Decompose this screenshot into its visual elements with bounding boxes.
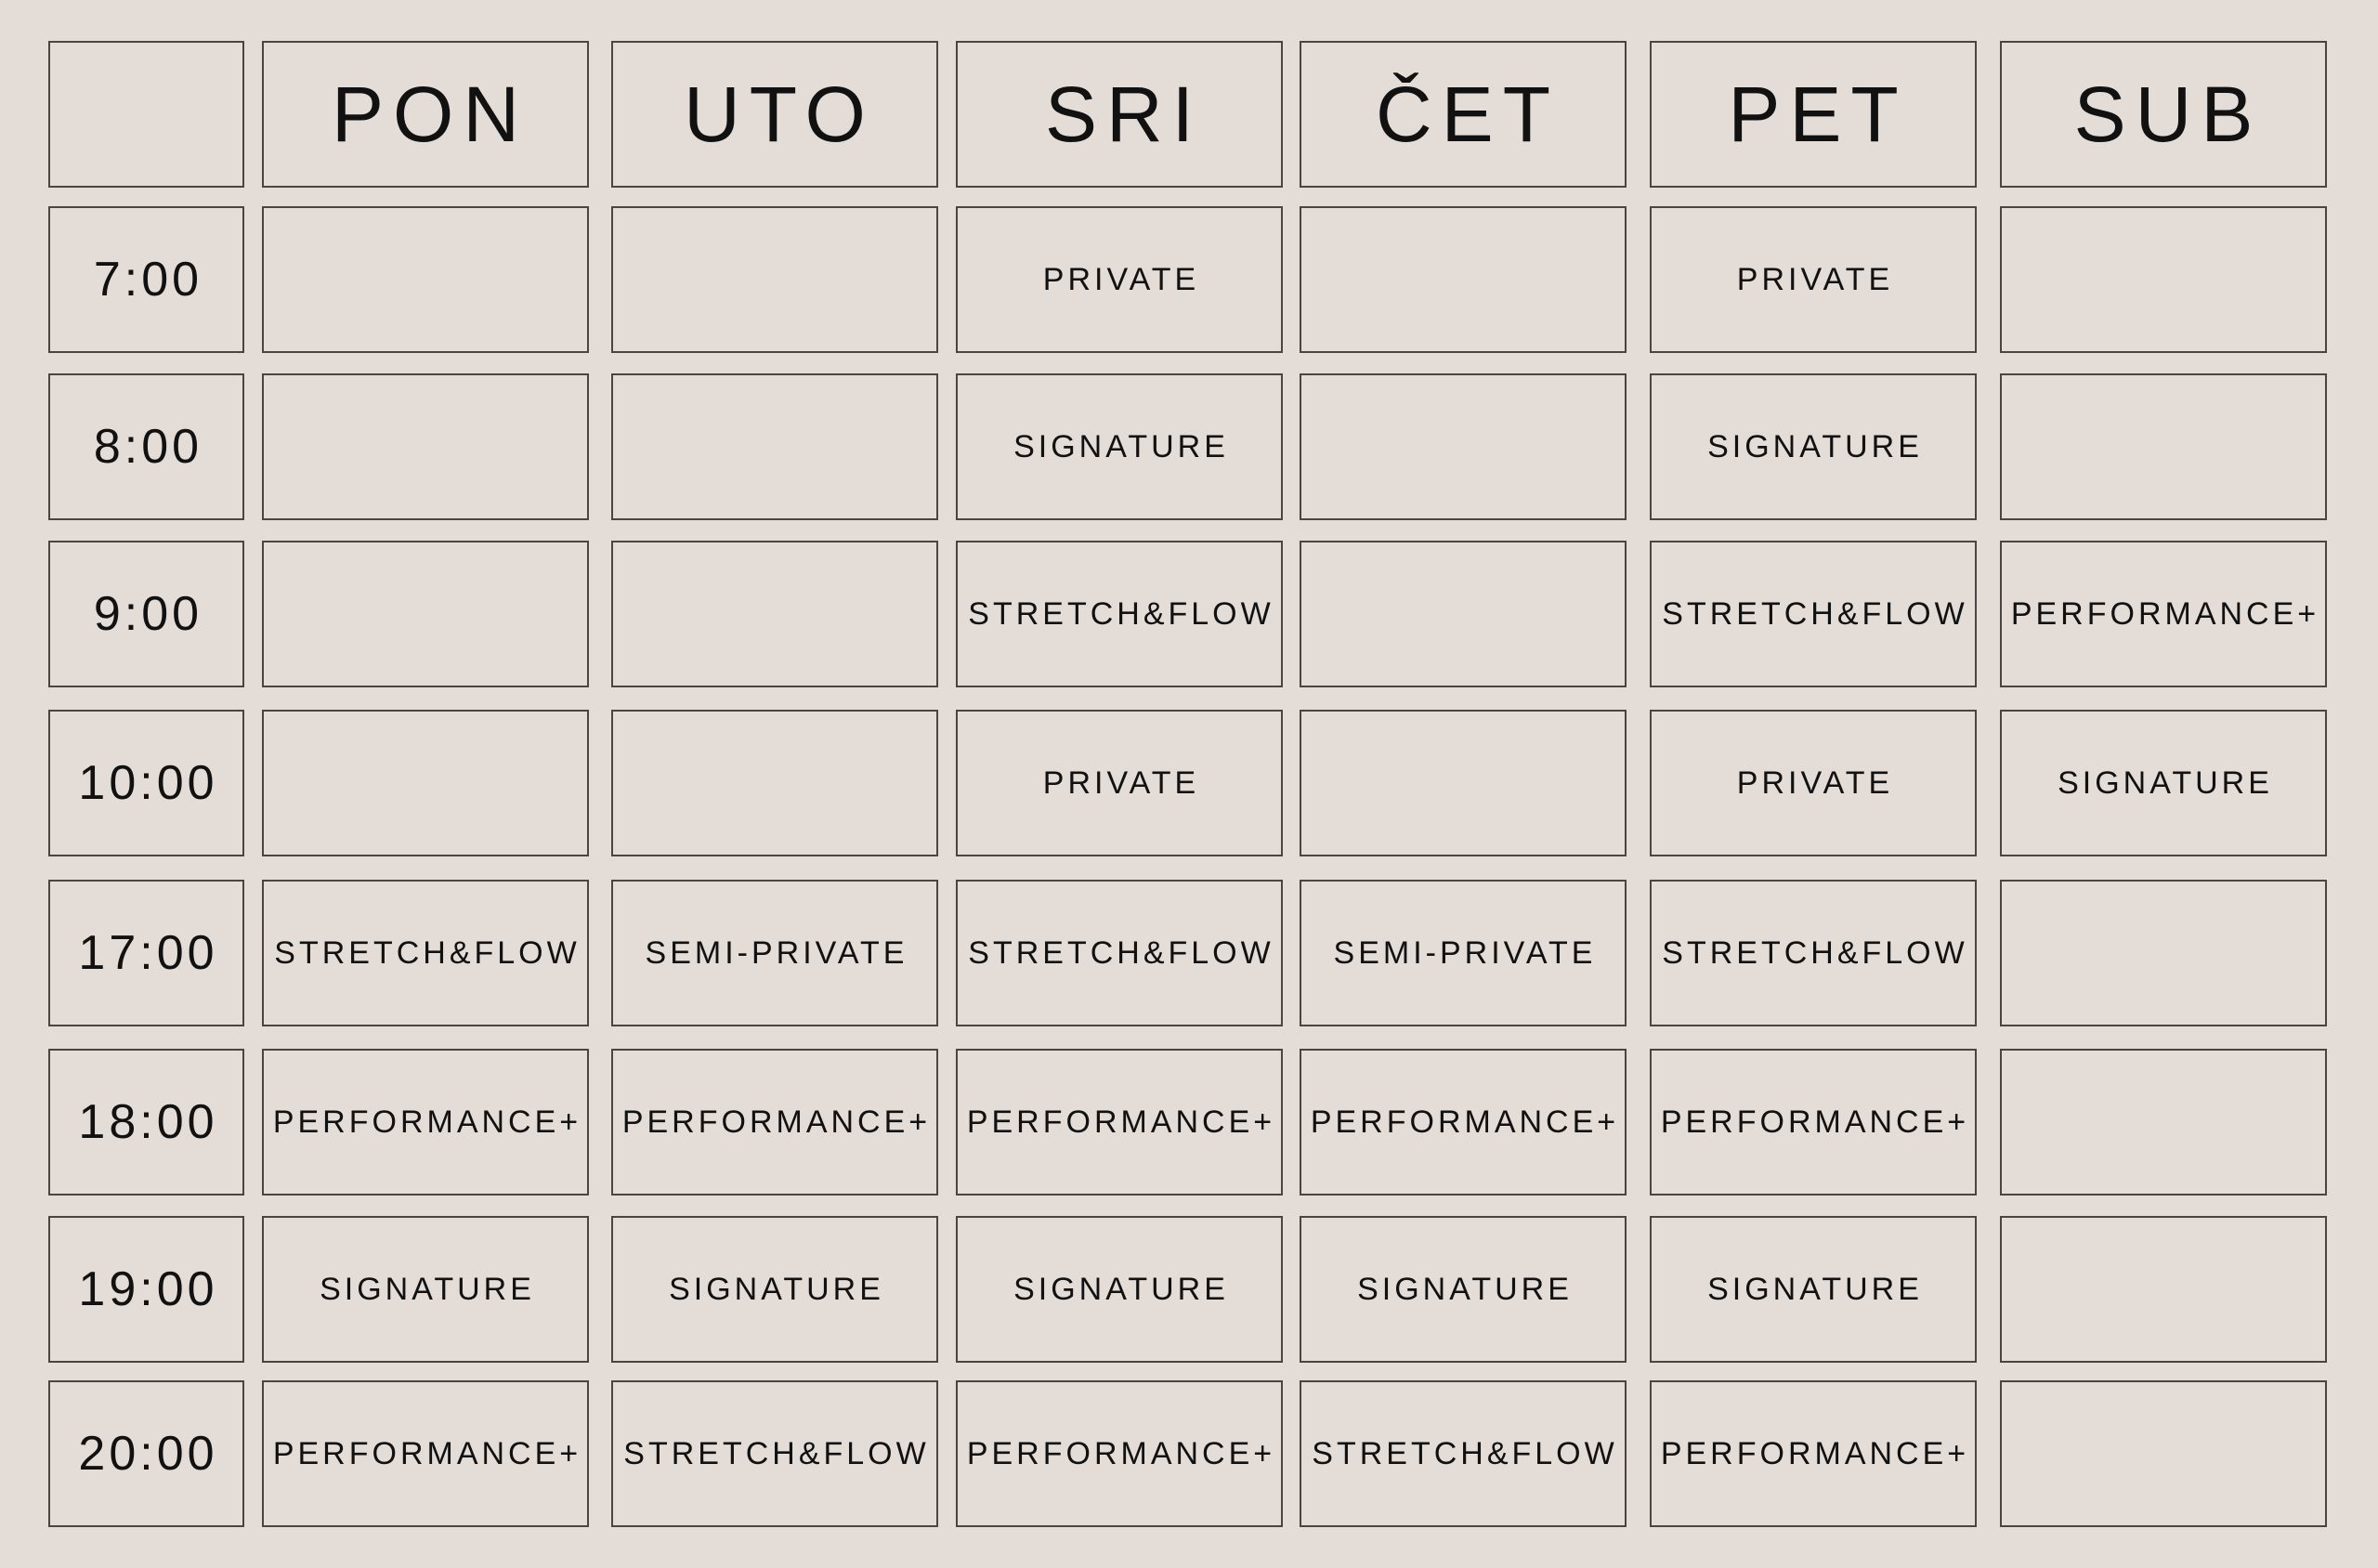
time-label-7-00: 7:00: [48, 206, 244, 353]
schedule-cell-17-00-sub: [2000, 880, 2327, 1026]
schedule-cell-17-00-sri: STRETCH&FLOW: [956, 880, 1283, 1026]
schedule-cell-10-00-sub: SIGNATURE: [2000, 710, 2327, 856]
schedule-cell-9-00-sub: PERFORMANCE+: [2000, 541, 2327, 687]
time-label-10-00: 10:00: [48, 710, 244, 856]
schedule-cell-10-00-pon: [262, 710, 589, 856]
schedule-cell-18-00-sri: PERFORMANCE+: [956, 1049, 1283, 1196]
schedule-cell-18-00-pet: PERFORMANCE+: [1650, 1049, 1977, 1196]
schedule-cell-19-00-pet: SIGNATURE: [1650, 1216, 1977, 1363]
time-label-8-00: 8:00: [48, 373, 244, 520]
schedule-cell-18-00-sub: [2000, 1049, 2327, 1196]
schedule-cell-17-00-pet: STRETCH&FLOW: [1650, 880, 1977, 1026]
schedule-cell-20-00-uto: STRETCH&FLOW: [611, 1380, 938, 1527]
time-label-9-00: 9:00: [48, 541, 244, 687]
schedule-cell-8-00-sri: SIGNATURE: [956, 373, 1283, 520]
schedule-cell-8-00-pet: SIGNATURE: [1650, 373, 1977, 520]
schedule-cell-10-00-uto: [611, 710, 938, 856]
schedule-cell-9-00-cet: [1300, 541, 1627, 687]
schedule-cell-20-00-pet: PERFORMANCE+: [1650, 1380, 1977, 1527]
schedule-cell-17-00-uto: SEMI-PRIVATE: [611, 880, 938, 1026]
schedule-cell-18-00-uto: PERFORMANCE+: [611, 1049, 938, 1196]
schedule-cell-9-00-pet: STRETCH&FLOW: [1650, 541, 1977, 687]
day-header-pet: PET: [1650, 41, 1977, 188]
schedule-cell-10-00-cet: [1300, 710, 1627, 856]
schedule-cell-9-00-pon: [262, 541, 589, 687]
time-label-20-00: 20:00: [48, 1380, 244, 1527]
schedule-cell-8-00-pon: [262, 373, 589, 520]
schedule-cell-18-00-pon: PERFORMANCE+: [262, 1049, 589, 1196]
corner-cell: [48, 41, 244, 188]
schedule-cell-7-00-uto: [611, 206, 938, 353]
schedule-cell-19-00-pon: SIGNATURE: [262, 1216, 589, 1363]
schedule-cell-20-00-sub: [2000, 1380, 2327, 1527]
day-header-cet: ČET: [1300, 41, 1627, 188]
day-header-uto: UTO: [611, 41, 938, 188]
schedule-cell-7-00-pet: PRIVATE: [1650, 206, 1977, 353]
schedule-cell-9-00-sri: STRETCH&FLOW: [956, 541, 1283, 687]
schedule-cell-17-00-pon: STRETCH&FLOW: [262, 880, 589, 1026]
schedule-cell-19-00-sri: SIGNATURE: [956, 1216, 1283, 1363]
schedule-cell-9-00-uto: [611, 541, 938, 687]
schedule-cell-7-00-sub: [2000, 206, 2327, 353]
schedule-cell-20-00-pon: PERFORMANCE+: [262, 1380, 589, 1527]
schedule-cell-10-00-pet: PRIVATE: [1650, 710, 1977, 856]
time-label-18-00: 18:00: [48, 1049, 244, 1196]
schedule-cell-18-00-cet: PERFORMANCE+: [1300, 1049, 1627, 1196]
schedule-cell-19-00-cet: SIGNATURE: [1300, 1216, 1627, 1363]
day-header-sub: SUB: [2000, 41, 2327, 188]
time-label-17-00: 17:00: [48, 880, 244, 1026]
schedule-cell-8-00-cet: [1300, 373, 1627, 520]
schedule-cell-19-00-uto: SIGNATURE: [611, 1216, 938, 1363]
schedule-cell-20-00-sri: PERFORMANCE+: [956, 1380, 1283, 1527]
schedule-cell-7-00-cet: [1300, 206, 1627, 353]
schedule-cell-8-00-sub: [2000, 373, 2327, 520]
day-header-pon: PON: [262, 41, 589, 188]
schedule-cell-7-00-pon: [262, 206, 589, 353]
schedule-cell-8-00-uto: [611, 373, 938, 520]
day-header-sri: SRI: [956, 41, 1283, 188]
time-label-19-00: 19:00: [48, 1216, 244, 1363]
schedule-cell-7-00-sri: PRIVATE: [956, 206, 1283, 353]
schedule-cell-20-00-cet: STRETCH&FLOW: [1300, 1380, 1627, 1527]
schedule-cell-19-00-sub: [2000, 1216, 2327, 1363]
schedule-cell-17-00-cet: SEMI-PRIVATE: [1300, 880, 1627, 1026]
schedule-cell-10-00-sri: PRIVATE: [956, 710, 1283, 856]
